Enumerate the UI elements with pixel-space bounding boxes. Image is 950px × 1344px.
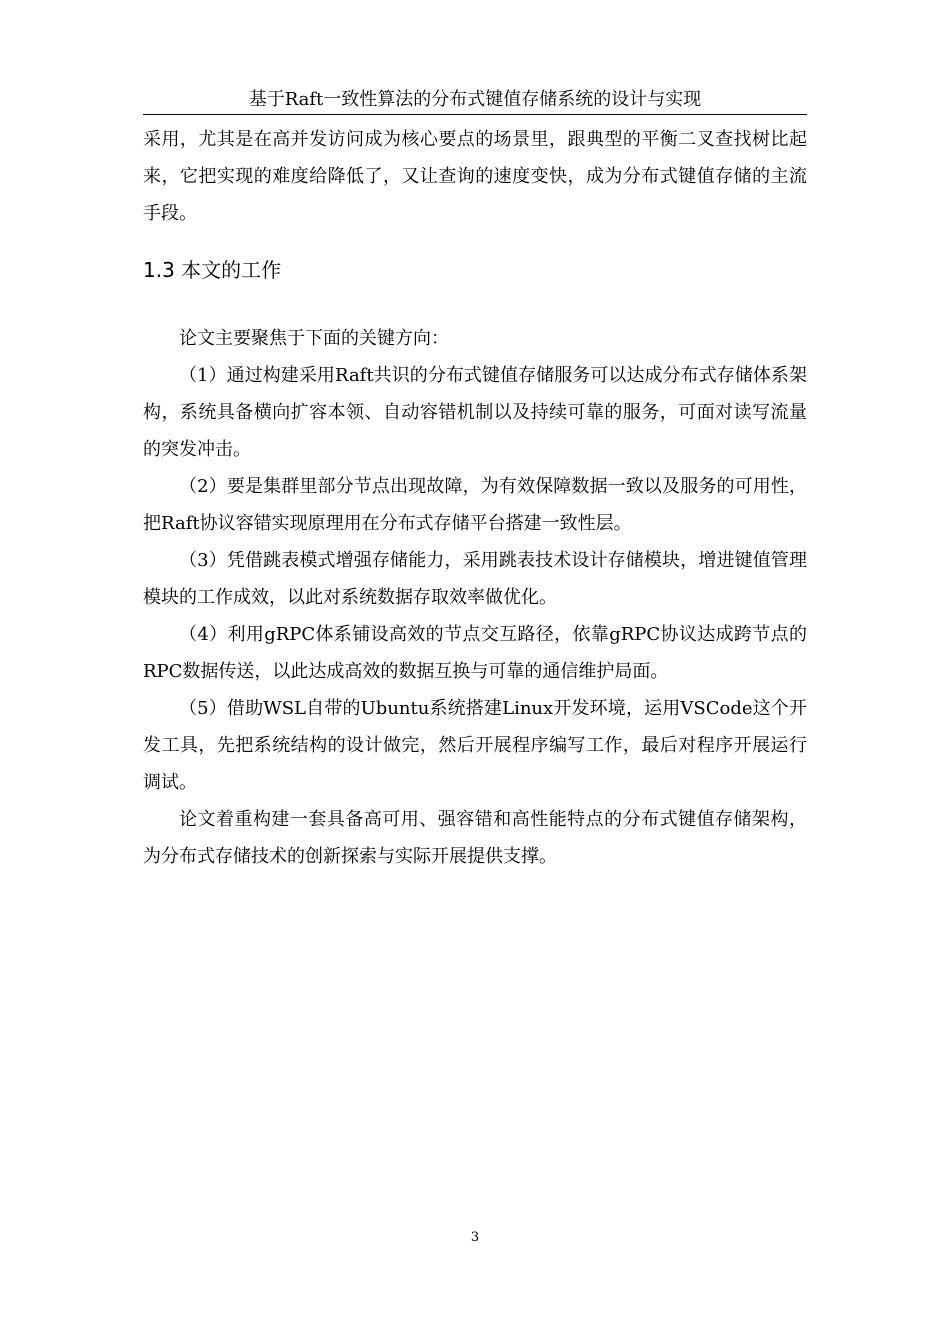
running-header-title: 基于Raft一致性算法的分布式键值存储系统的设计与实现 bbox=[248, 89, 702, 110]
intro-paragraph: 论文主要聚焦于下面的关键方向： bbox=[179, 328, 449, 349]
conclusion-paragraph: 论文着重构建一套具备高可用、强容错和高性能特点的分布式键值存储架构，为分布式存储技术的创新探索与实际开展提供支撑。 bbox=[143, 809, 807, 867]
list-item-4: （4）利用gRPC体系铺设高效的节点交互路径，依靠gRPC协议达成跨节点的RPC数据传送，以此达成高效的数据互换与可靠的通信维护局面。 bbox=[143, 624, 807, 682]
list-item-5: （5）借助WSL自带的Ubuntu系统搭建Linux开发环境，运用VSCode这个开发工具，先把系统结构的设计做完，然后开展程序编写工作，最后对程序开展运行调试。 bbox=[143, 698, 807, 793]
header-rule bbox=[143, 114, 807, 115]
body-text bbox=[143, 121, 807, 875]
page-number: 3 bbox=[470, 1230, 480, 1245]
list-item-1: （1）通过构建采用Raft共识的分布式键值存储服务可以达成分布式存储体系架构，系统具备横向扩容本领、自动容错机制以及持续可靠的服务，可面对读写流量的突发冲击。 bbox=[143, 365, 807, 460]
list-item-2: （2）要是集群里部分节点出现故障，为有效保障数据一致以及服务的可用性，把Raft协议容错实现原理用在分布式存储平台搭建一致性层。 bbox=[143, 476, 807, 534]
list-item-3: （3）凭借跳表模式增强存储能力，采用跳表技术设计存储模块，增进键值管理模块的工作成效，以此对系统数据存取效率做优化。 bbox=[143, 550, 807, 608]
section-heading: 1.3 本文的工作 bbox=[143, 258, 282, 282]
continuation-paragraph: 采用，尤其是在高并发访问成为核心要点的场景里，跟典型的平衡二叉查找树比起来，它把实现的难度给降低了，又让查询的速度变快，成为分布式键值存储的主流手段。 bbox=[143, 129, 807, 224]
